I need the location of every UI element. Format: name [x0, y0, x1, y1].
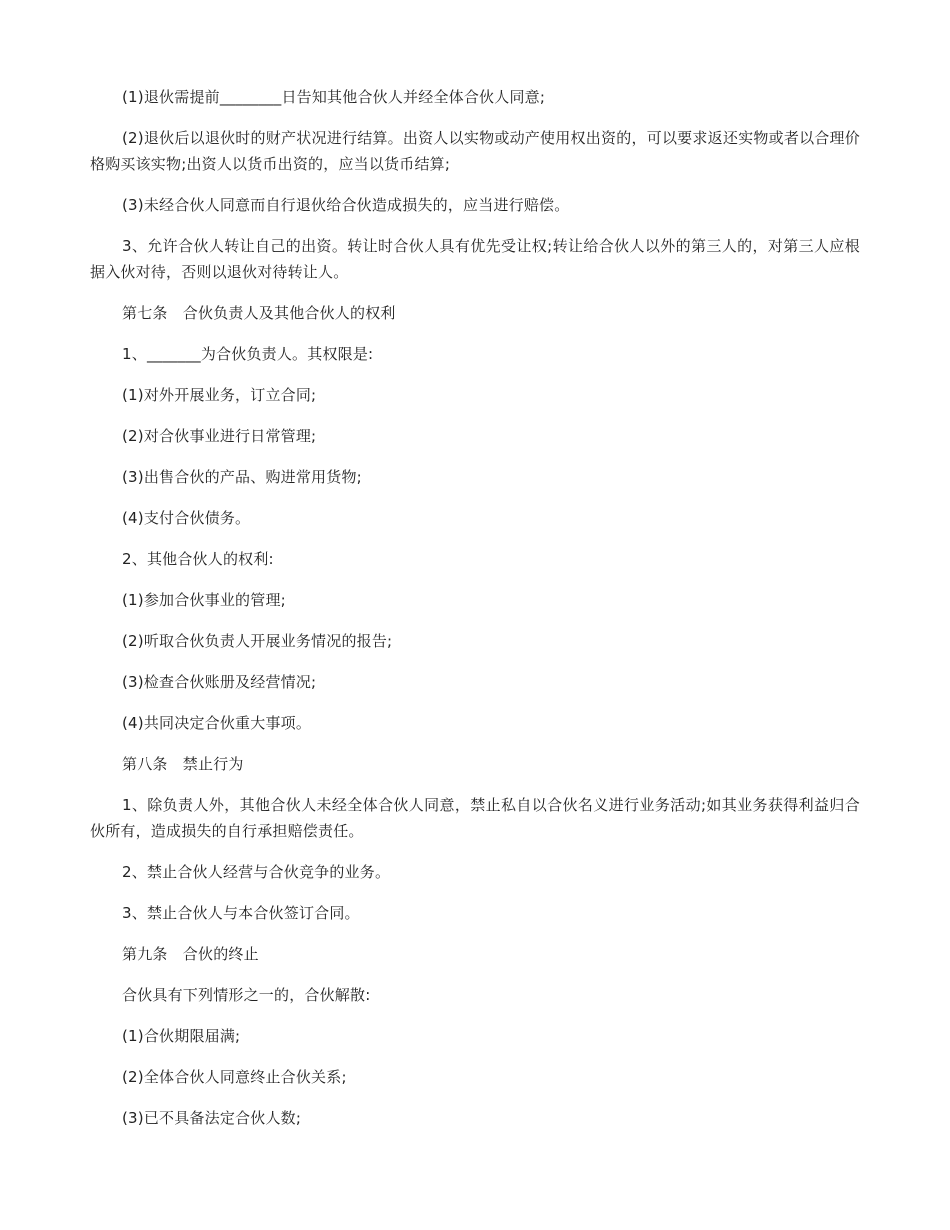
list-item: (3)出售合伙的产品、购进常用货物;: [122, 468, 362, 486]
paragraph: 1、_______为合伙负责人。其权限是:: [122, 345, 374, 363]
paragraph: (2)退伙后以退伙时的财产状况进行结算。出资人以实物或动产使用权出资的，可以要求返还实物或者以合理价格购买该实物;出资人以货币出资的，应当以货币结算;: [90, 129, 860, 173]
list-item: (4)支付合伙债务。: [122, 509, 251, 527]
list-item: (1)对外开展业务，订立合同;: [122, 386, 317, 404]
paragraph: (3)未经合伙人同意而自行退伙给合伙造成损失的，应当进行赔偿。: [122, 196, 570, 214]
list-item: (1)参加合伙事业的管理;: [122, 591, 286, 609]
paragraph: 3、允许合伙人转让自己的出资。转让时合伙人具有优先受让权;转让给合伙人以外的第三人的，对第三人应根据入伙对待，否则以退伙对待转让人。: [90, 237, 860, 281]
list-item: (1)合伙期限届满;: [122, 1027, 241, 1045]
paragraph: 2、禁止合伙人经营与合伙竞争的业务。: [122, 863, 391, 881]
list-item: (4)共同决定合伙重大事项。: [122, 714, 312, 732]
list-item: (2)对合伙事业进行日常管理;: [122, 427, 317, 445]
list-item: (2)全体合伙人同意终止合伙关系;: [122, 1068, 347, 1086]
list-item: (3)检查合伙账册及经营情况;: [122, 673, 317, 691]
paragraph: 1、除负责人外，其他合伙人未经全体合伙人同意，禁止私自以合伙名义进行业务活动;如其业务获得利益归合伙所有，造成损失的自行承担赔偿责任。: [90, 796, 860, 840]
paragraph: 3、禁止合伙人与本合伙签订合同。: [122, 904, 360, 922]
paragraph: (1)退伙需提前________日告知其他合伙人并经全体合伙人同意;: [122, 88, 546, 106]
paragraph: 合伙具有下列情形之一的，合伙解散:: [122, 986, 371, 1004]
list-item: (2)听取合伙负责人开展业务情况的报告;: [122, 632, 393, 650]
section-heading: 第七条 合伙负责人及其他合伙人的权利: [122, 304, 396, 322]
document-page: [90, 84, 860, 1146]
paragraph: 2、其他合伙人的权利:: [122, 550, 274, 568]
list-item: (3)已不具备法定合伙人数;: [122, 1109, 302, 1127]
section-heading: 第八条 禁止行为: [122, 755, 244, 773]
section-heading: 第九条 合伙的终止: [122, 945, 259, 963]
